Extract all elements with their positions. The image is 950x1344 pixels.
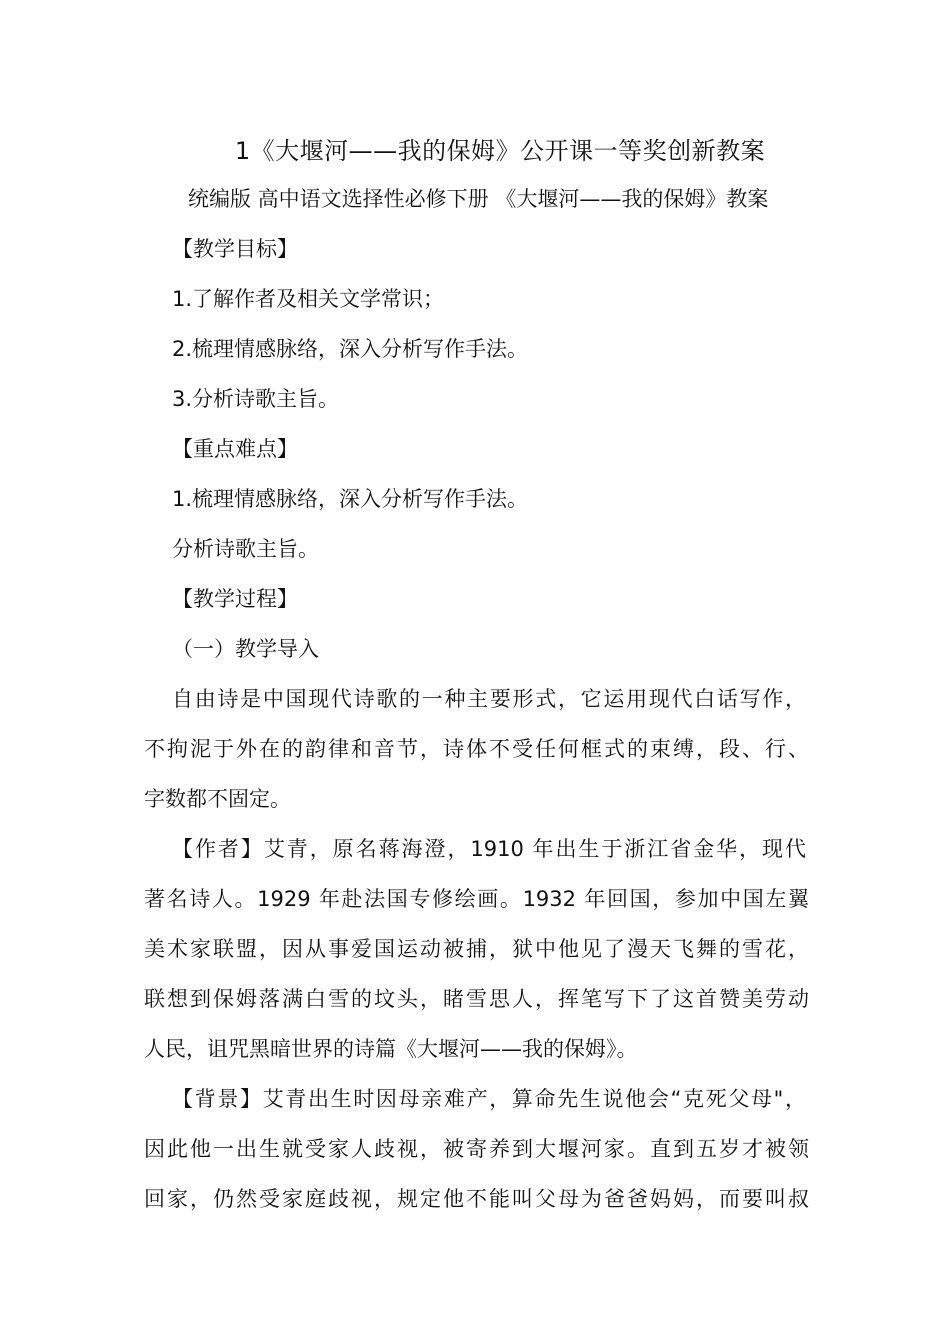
key-points-heading: 【重点难点】 [172, 437, 298, 461]
document-subtitle: 统编版 高中语文选择性必修下册 《大堰河——我的保姆》教案 [188, 187, 769, 211]
paragraph-line: 因此他一出生就受家人歧视，被寄养到大堰河家。直到五岁才被领 [144, 1137, 809, 1161]
paragraph-line: 人民，诅咒黑暗世界的诗篇《大堰河——我的保姆》。 [144, 1037, 638, 1061]
paragraph-line: 【作者】艾青，原名蒋海澄，1910 年出生于浙江省金华，现代 [172, 837, 806, 861]
objectives-heading: 【教学目标】 [172, 237, 298, 261]
paragraph-line: 联想到保姆落满白雪的坟头，睹雪思人，挥笔写下了这首赞美劳动 [144, 987, 809, 1011]
key-point-item: 分析诗歌主旨。 [172, 537, 319, 561]
paragraph-line: 字数都不固定。 [144, 787, 291, 811]
paragraph-line: 自由诗是中国现代诗歌的一种主要形式，它运用现代白话写作， [172, 687, 806, 711]
objective-item: 3.分析诗歌主旨。 [172, 387, 340, 411]
process-heading: 【教学过程】 [172, 587, 298, 611]
process-subheading: （一）教学导入 [172, 637, 319, 661]
paragraph-line: 【背景】艾青出生时因母亲难产，算命先生说他会“克死父母"， [172, 1087, 806, 1111]
paragraph-line: 不拘泥于外在的韵律和音节，诗体不受任何框式的束缚，段、行、 [144, 737, 809, 761]
paragraph-line: 回家，仍然受家庭歧视，规定他不能叫父母为爸爸妈妈，而要叫叔 [144, 1187, 809, 1211]
paragraph-line: 美术家联盟，因从事爱国运动被捕，狱中他见了漫天飞舞的雪花， [144, 937, 809, 961]
objective-item: 1.了解作者及相关文学常识； [172, 287, 445, 311]
document-title: 1《大堰河——我的保姆》公开课一等奖创新教案 [234, 137, 766, 165]
objective-item: 2.梳理情感脉络，深入分析写作手法。 [172, 337, 529, 361]
key-point-item: 1.梳理情感脉络，深入分析写作手法。 [172, 487, 529, 511]
paragraph-line: 著名诗人。1929 年赴法国专修绘画。1932 年回国，参加中国左翼 [144, 887, 809, 911]
